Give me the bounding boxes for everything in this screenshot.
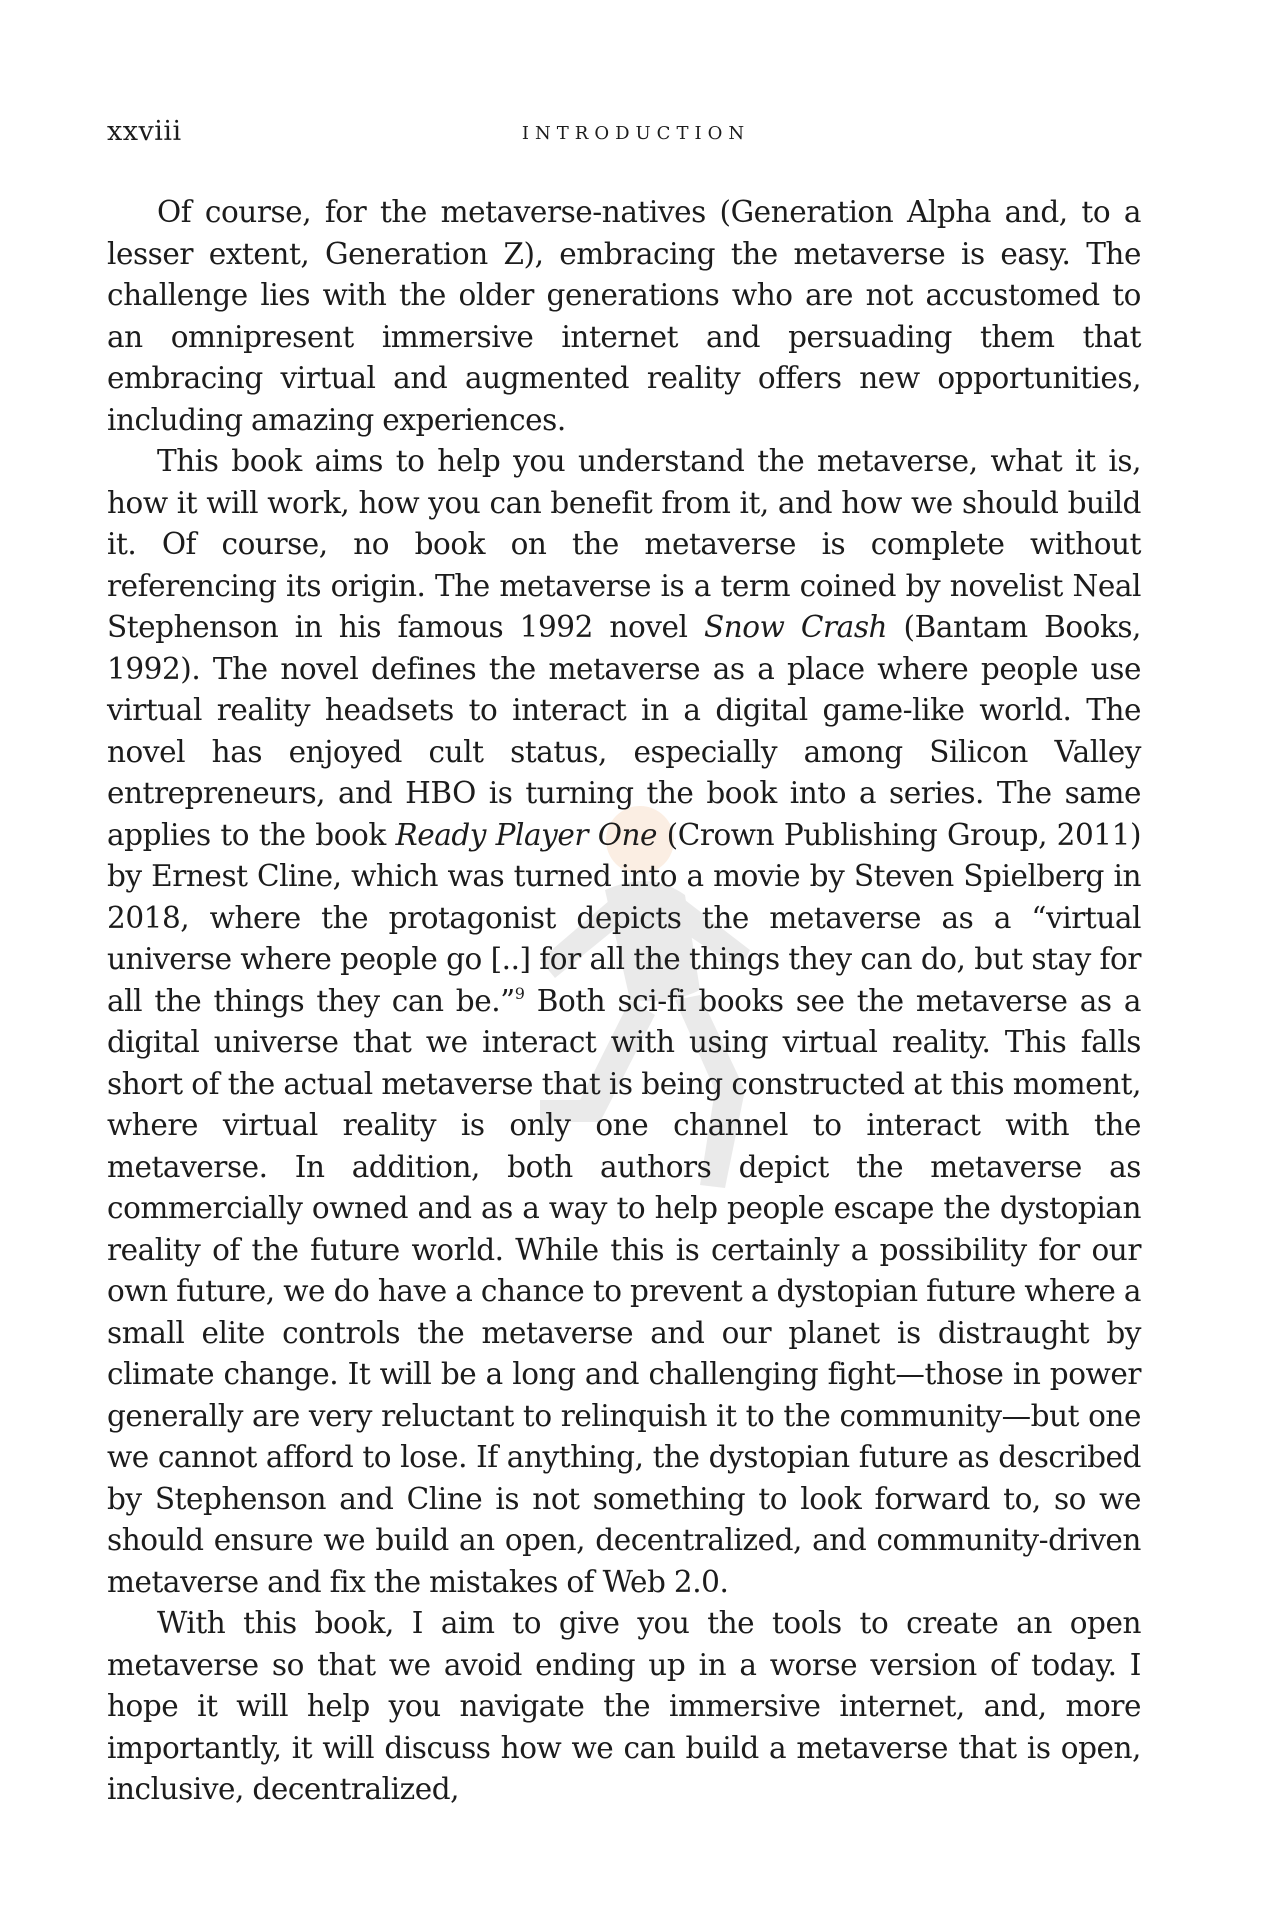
running-head (107, 112, 1141, 152)
paragraph-1: Of course, for the metaverse-natives (Generation Alpha and, to a lesser extent, Generation Z), embracing the metaverse is easy. The challenge lies with the older generations who are not accustomed to an omnipresent immersive internet and persuading them that embracing virtual and augmented reality offers new opportunities, including amazing experiences. (107, 195, 1141, 437)
page-number: xxviii (107, 116, 182, 147)
paragraph-2 (107, 441, 1141, 1603)
paragraph-2-text-3: (Crown Publishing Group, 2011) by Ernest Cline, which was turned into a movie by Steven Spielberg in 2018, where the protagonist depicts the metaverse as a “virtual universe where people go [..] for all the things they can do, but stay for all the things they can be.” (107, 817, 1141, 1018)
paragraph-3: With this book, I aim to give you the tools to create an open metaverse so that we avoid ending up in a worse version of today. I hope it will help you navigate the immersive internet, and, more importantly, it will discuss how we can build a metaverse that is open, inclusive, decentralized, (107, 1606, 1141, 1806)
book-title-snow-crash: Snow Crash (704, 610, 888, 644)
book-title-ready-player-one: Ready Player One (395, 817, 658, 852)
paragraph-2-text-2: (Bantam Books, 1992). The novel defines the metaverse as a place where people use virtual reality headsets to interact in a digital game-like world. The novel has enjoyed cult status, especially among Silicon Valley entrepreneurs, and HBO is turning the book into a series. The same applies to the book (107, 610, 1141, 852)
running-title: INTRODUCTION (521, 123, 751, 144)
footnote-reference: 9 (514, 983, 525, 1003)
paragraph-2-text-4: Both sci-fi books see the metaverse as a digital universe that we interact with using virtual reality. This falls short of the actual metaverse that is being constructed at this moment, where virtual reality is only one channel to interact with the metaverse. In addition, both authors depict the metaverse as commercially owned and as a way to help people escape the dystopian reality of the future world. While this is certainly a possibility for our own future, we do have a chance to prevent a dystopian future where a small elite controls the metaverse and our planet is distraught by climate change. It will be a long and challenging fight—those in power generally are very reluctant to relinquish it to the community—but one we cannot afford to lose. If anything, the dystopian future as described by Stephenson and Cline is not something to look forward to, so we should ensure we build an open, decentralized, and community-driven metaverse and fix the mistakes of Web 2.0. (107, 983, 1141, 1599)
paragraph-2-text-1: This book aims to help you understand the metaverse, what it is, how it will work, how you can benefit from it, and how we should build it. Of course, no book on the metaverse is complete without referencing its origin. The metaverse is a term coined by novelist Neal Stephenson in his famous 1992 novel (107, 444, 1141, 644)
body-text (107, 192, 1141, 1811)
